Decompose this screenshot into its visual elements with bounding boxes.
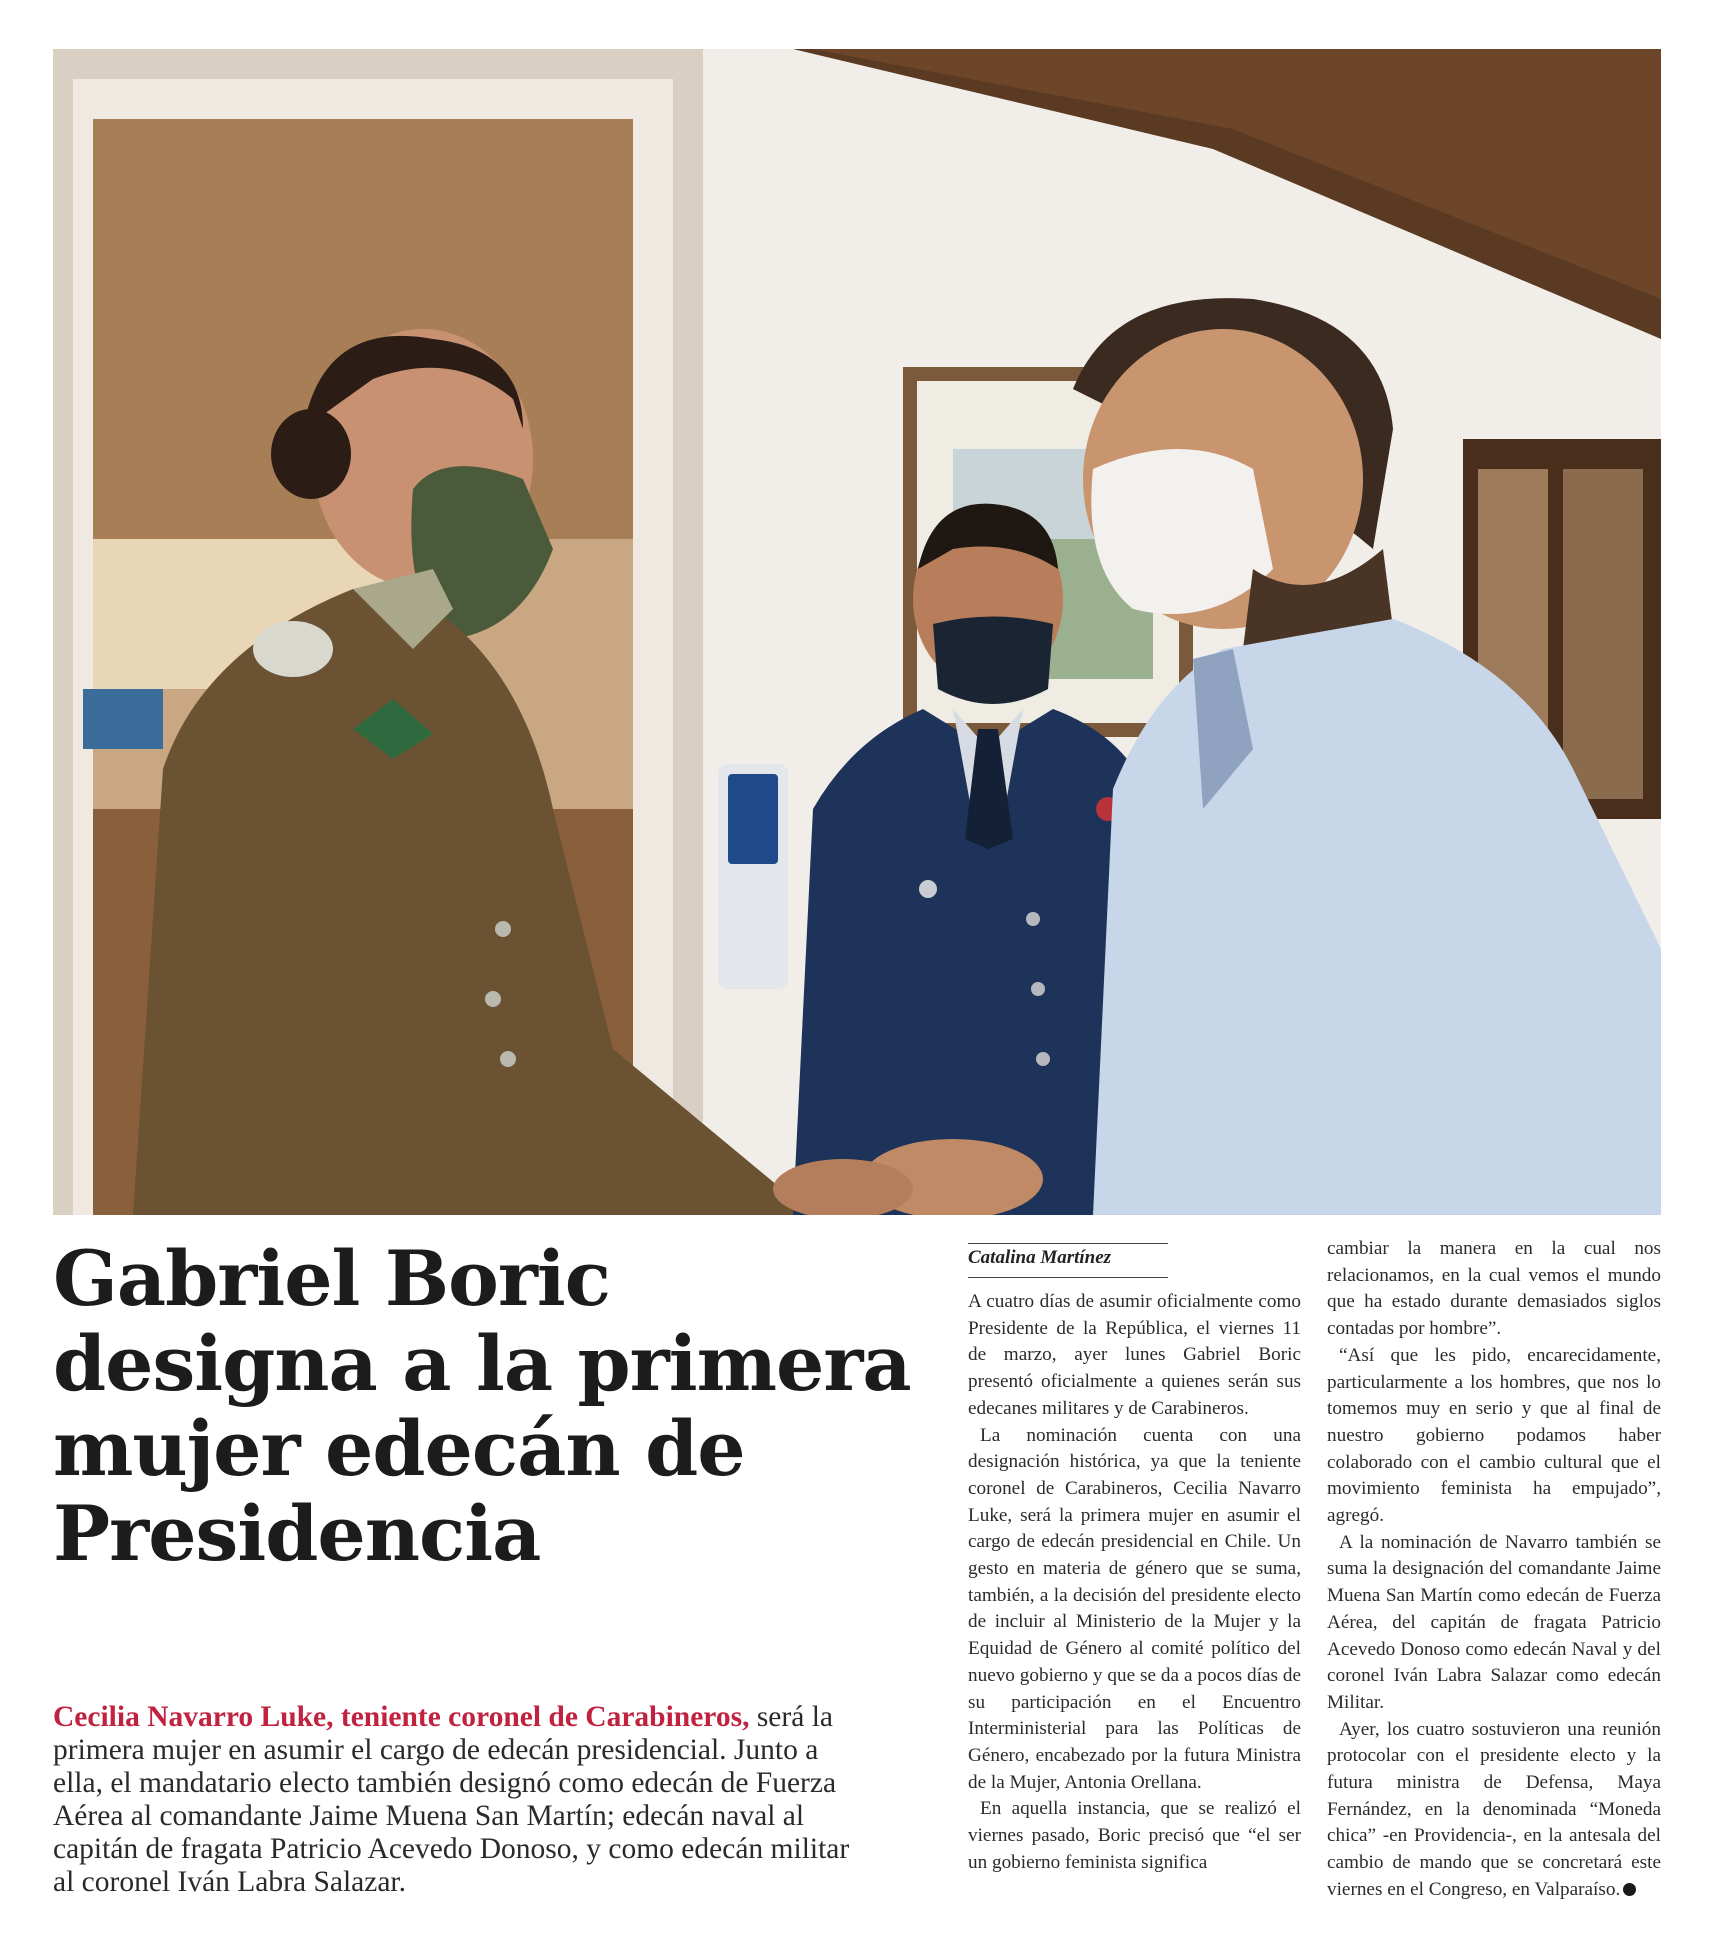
article-photo [53,49,1661,1215]
byline-author: Catalina Martínez [968,1247,1112,1268]
end-mark-icon [1623,1883,1636,1896]
byline-rule-bottom [968,1277,1168,1278]
body-paragraph: A la nominación de Navarro también se suma la designación del comandante Jaime Muena San Martín como edecán de Fuerza Aérea, del capitán de fragata Patricio Acevedo Donoso como edecán Naval y del coronel Iván Labra Salazar como edecán Militar. [1327,1531,1661,1713]
byline-rule-top [968,1243,1168,1244]
article-headline: Gabriel Boric designa a la primera mujer edecán de Presidencia [53,1234,911,1578]
body-paragraph: En aquella instancia, que se realizó el viernes pasado, Boric precisó que “el ser un gobierno feminista significa [968,1798,1301,1873]
article-lead [53,1701,853,1899]
body-paragraph: cambiar la manera en la cual nos relacionamos, en la cual vemos el mundo que ha estado durante demasiados siglos contadas por hombre”. [1327,1238,1661,1340]
body-column-1 [968,1289,1301,1876]
lead-highlight: Cecilia Navarro Luke, teniente coronel de Carabineros, [53,1701,750,1733]
body-paragraph: “Así que les pido, encarecidamente, particularmente a los hombres, que nos lo tomemos muy en serio y que al final de nuestro gobierno podamos haber colaborado con el cambio cultural que el movimiento feminista ha empujado”, agregó. [1327,1344,1661,1527]
photo-illustration [53,49,1661,1215]
body-paragraph-text: Ayer, los cuatro sostuvieron una reunión protocolar con el presidente electo y la futura ministra de Defensa, Maya Fernández, en la denominada “Moneda chica” -en Providencia-, en la antesala del cambio de mando que se concretará este viernes en el Congreso, en Valparaíso. [1327,1718,1661,1900]
body-paragraph: La nominación cuenta con una designación histórica, ya que la teniente coronel de Carabineros, Cecilia Navarro Luke, será la primera mujer en asumir el cargo de edecán presidencial en Chile. Un gesto en materia de género que se suma, también, a la decisión del presidente electo de incluir al Ministerio de la Mujer y la Equidad de Género al comité político del nuevo gobierno y que se da a pocos días de su participación en el Encuentro Interministerial para las Políticas de Género, encabezado por la futura Ministra de la Mujer, Antonia Orellana. [968,1424,1301,1793]
lead-text: será la primera mujer en asumir el cargo de edecán presidencial. Junto a ella, el mandatario electo también designó como edecán de Fuerza Aérea al comandante Jaime Muena San Martín; edecán naval al capitán de fragata Patricio Acevedo Donoso, y como edecán militar al coronel Iván Labra Salazar. [53,1701,850,1898]
body-column-2 [1327,1236,1661,1904]
body-paragraph: A cuatro días de asumir oficialmente como Presidente de la República, el viernes 11 de marzo, ayer lunes Gabriel Boric presentó oficialmente a quienes serán sus edecanes militares y de Carabineros. [968,1291,1301,1419]
body-paragraph-last [1327,1717,1661,1904]
